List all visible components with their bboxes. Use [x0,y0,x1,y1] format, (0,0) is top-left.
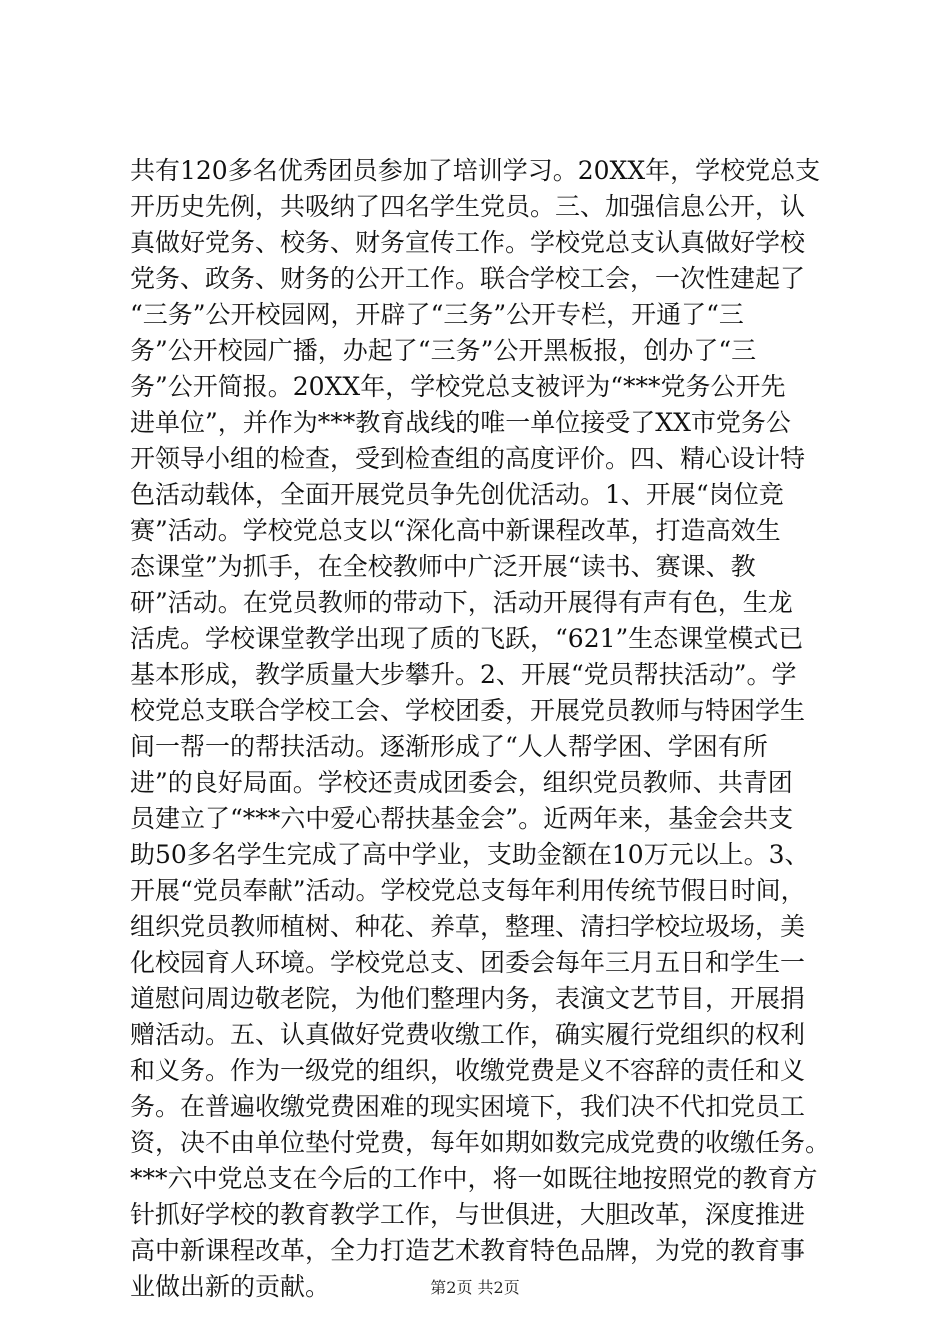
text-line: 针抓好学校的教育教学工作，与世俱进，大胆改革，深度推进 [130,1200,806,1229]
text-line: 员建立了“***六中爱心帮扶基金会”。近两年来，基金会共支 [130,804,794,833]
text-line: 赠活动。五、认真做好党费收缴工作，确实履行党组织的权利 [130,1020,806,1049]
text-line: 态课堂”为抓手，在全校教师中广泛开展“读书、赛课、教 [130,552,756,581]
text-line: 色活动载体，全面开展党员争先创优活动。1、开展“岗位竞 [130,480,784,509]
text-line: 共有120多名优秀团员参加了培训学习。20XX年，学校党总支 [130,156,821,185]
text-line: 间一帮一的帮扶活动。逐渐形成了“人人帮学困、学困有所 [130,732,768,761]
text-line: 化校园育人环境。学校党总支、团委会每年三月五日和学生一 [130,948,806,977]
text-line: 务”公开校园广播，办起了“三务”公开黑板报，创办了“三 [130,336,757,365]
text-line: 党务、政务、财务的公开工作。联合学校工会，一次性建起了 [130,264,806,293]
text-line: 务”公开简报。20XX年，学校党总支被评为“***党务公开先 [130,372,786,401]
text-line: 资，决不由单位垫付党费，每年如期如数完成党费的收缴任务。 [130,1128,831,1157]
text-line: 真做好党务、校务、财务宣传工作。学校党总支认真做好学校 [130,228,806,257]
text-line: 校党总支联合学校工会、学校团委，开展党员教师与特困学生 [130,696,806,725]
text-line: 组织党员教师植树、种花、养草，整理、清扫学校垃圾场，美 [130,912,806,941]
text-line: 基本形成，教学质量大步攀升。2、开展“党员帮扶活动”。学 [130,660,797,689]
text-line: 进”的良好局面。学校还责成团委会，组织党员教师、共青团 [130,768,793,797]
text-line: 务。在普遍收缴党费困难的现实困境下，我们决不代扣党员工 [130,1092,806,1121]
body-text [130,153,860,1305]
text-line: 研”活动。在党员教师的带动下，活动开展得有声有色，生龙 [130,588,793,617]
text-line: 高中新课程改革，全力打造艺术教育特色品牌，为党的教育事 [130,1236,806,1265]
text-line: 活虎。学校课堂教学出现了质的飞跃，“621”生态课堂模式已 [130,624,804,653]
text-line: 赛”活动。学校党总支以“深化高中新课程改革，打造高效生 [130,516,781,545]
page-number-footer: 第2页 共2页 [430,1278,520,1297]
text-line: 开展“党员奉献”活动。学校党总支每年利用传统节假日时间， [130,876,806,905]
text-line: 助50多名学生完成了高中学业，支助金额在10万元以上。3、 [130,840,810,869]
text-line: “三务”公开校园网，开辟了“三务”公开专栏，开通了“三 [130,300,744,329]
text-line: 和义务。作为一级党的组织，收缴党费是义不容辞的责任和义 [130,1056,806,1085]
text-line: 开领导小组的检查，受到检查组的高度评价。四、精心设计特 [130,444,806,473]
text-line: 业做出新的贡献。 [130,1272,331,1301]
text-line: 进单位”，并作为***教育战线的唯一单位接受了XX市党务公 [130,408,791,437]
text-line: 开历史先例，共吸纳了四名学生党员。三、加强信息公开，认 [130,192,806,221]
text-line: 道慰问周边敬老院，为他们整理内务，表演文艺节目，开展捐 [130,984,806,1013]
text-line: ***六中党总支在今后的工作中，将一如既往地按照党的教育方 [130,1164,818,1193]
